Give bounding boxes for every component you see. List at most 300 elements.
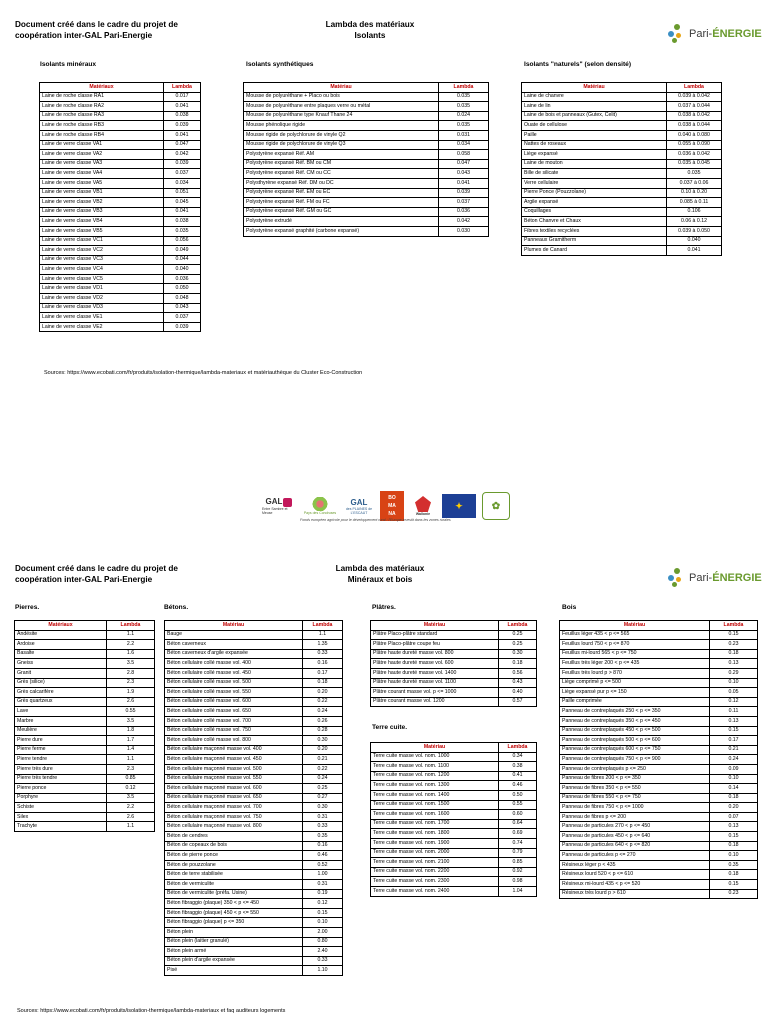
pari-energie-logo <box>668 24 762 44</box>
lambda-cell: 0.22 <box>303 697 343 707</box>
material-cell: Grès (silice) <box>15 678 107 688</box>
table-header-row <box>371 743 537 753</box>
material-cell: Mousse de polyuréthane entre plaques verre ou métal <box>244 102 439 112</box>
material-cell: Plâtre haute dureté masse vol. 800 <box>371 649 499 659</box>
eu-flag-logo <box>442 494 476 518</box>
material-cell: Laine de verre classe VA2 <box>40 150 164 160</box>
table-row <box>165 803 343 813</box>
material-cell: Béton Chanvre et Chaux <box>522 217 667 227</box>
lambda-cell: 0.035 <box>667 169 722 179</box>
table-row <box>522 130 722 140</box>
lambda-cell: 0.18 <box>710 793 758 803</box>
lambda-cell: 0.50 <box>499 790 537 800</box>
table-row <box>165 726 343 736</box>
lambda-cell: 2.8 <box>107 668 155 678</box>
eu-stars-icon: ✦ <box>455 500 463 511</box>
lambda-cell: 0.21 <box>303 755 343 765</box>
table-row <box>15 764 155 774</box>
lambda-cell: 0.25 <box>499 640 537 650</box>
lambda-cell: 0.24 <box>710 755 758 765</box>
page-title <box>300 20 440 41</box>
table-header-row <box>244 83 489 93</box>
table-row <box>165 688 343 698</box>
table-row <box>165 736 343 746</box>
lambda-cell: 0.13 <box>710 716 758 726</box>
table-row <box>371 819 537 829</box>
material-cell: Béton cellulaire maçonné masse vol. 650 <box>165 793 303 803</box>
material-cell: Béton fibraggio (plaque) p <= 350 <box>165 918 303 928</box>
table-row <box>560 822 758 832</box>
material-cell: Résineux léger p < 435 <box>560 860 710 870</box>
table-row <box>15 726 155 736</box>
table-row <box>15 707 155 717</box>
material-cell: Plâtre haute dureté masse vol. 600 <box>371 659 499 669</box>
table-row <box>15 803 155 813</box>
table-row <box>165 640 343 650</box>
table-row <box>165 668 343 678</box>
table-row <box>165 822 343 832</box>
lambda-cell: 1.10 <box>303 966 343 976</box>
lambda-cell: 0.055 à 0.090 <box>667 140 722 150</box>
section-title-pierres: Pierres. <box>15 604 40 611</box>
lambda-cell: 3.5 <box>107 716 155 726</box>
table-betons <box>164 620 343 976</box>
material-cell: Grès quartzeux <box>15 697 107 707</box>
material-cell: Terre cuite masse vol. nom. 1900 <box>371 838 499 848</box>
table-row <box>522 121 722 131</box>
lambda-cell: 0.18 <box>303 678 343 688</box>
table-row <box>560 716 758 726</box>
material-cell: Béton de terre stabilisée <box>165 870 303 880</box>
lambda-cell: 0.040 <box>667 236 722 246</box>
lambda-cell: 0.33 <box>303 822 343 832</box>
material-cell: Laine de verre classe VD1 <box>40 284 164 294</box>
lambda-cell: 0.85 <box>107 774 155 784</box>
table-row <box>244 150 489 160</box>
table-row <box>371 858 537 868</box>
table-row <box>560 774 758 784</box>
table-row <box>560 726 758 736</box>
lambda-cell: 2.6 <box>107 812 155 822</box>
material-cell: Laine de verre classe VC2 <box>40 246 164 256</box>
lambda-cell: 0.30 <box>303 736 343 746</box>
material-cell: Panneau de fibres 350 < p <= 550 <box>560 784 710 794</box>
table-row <box>371 697 537 707</box>
lambda-cell: 0.23 <box>710 640 758 650</box>
material-cell: Liège comprimé p <= 500 <box>560 678 710 688</box>
material-cell: Béton de vermiculite <box>165 880 303 890</box>
lambda-cell: 0.56 <box>499 668 537 678</box>
material-cell: Laine de verre classe VE1 <box>40 313 164 323</box>
material-cell: Panneau de particules p <= 270 <box>560 851 710 861</box>
table-row <box>40 130 201 140</box>
material-cell: Laine de chanvre <box>522 92 667 102</box>
column-header-lambda: Lambda <box>499 743 537 753</box>
lambda-cell: 0.034 <box>439 140 489 150</box>
table-row <box>371 659 537 669</box>
table-row <box>522 159 722 169</box>
material-cell: Feuillus léger 435 < p <= 565 <box>560 630 710 640</box>
material-cell: Résineux très lourd p > 610 <box>560 889 710 899</box>
table-row <box>244 140 489 150</box>
table-row <box>522 236 722 246</box>
lambda-cell: 0.55 <box>499 800 537 810</box>
table-row <box>165 697 343 707</box>
table-row <box>560 803 758 813</box>
lambda-cell: 0.06 à 0.12 <box>667 217 722 227</box>
lambda-cell: 0.048 <box>164 294 201 304</box>
table-row <box>15 678 155 688</box>
material-cell: Béton cellulaire maçonné masse vol. 750 <box>165 812 303 822</box>
table-row <box>40 217 201 227</box>
table-row <box>165 707 343 717</box>
table-row <box>15 649 155 659</box>
lambda-cell: 0.041 <box>164 102 201 112</box>
section-title-naturels: Isolants "naturels" (selon densité) <box>524 61 632 68</box>
lambda-cell: 0.74 <box>499 838 537 848</box>
material-cell: Laine de roche classe RB3 <box>40 121 164 131</box>
table-row <box>522 226 722 236</box>
material-cell: Terre cuite masse vol. nom. 2400 <box>371 886 499 896</box>
material-cell: Laine de verre classe VA1 <box>40 140 164 150</box>
material-cell: Béton cellulaire collé masse vol. 700 <box>165 716 303 726</box>
table-row <box>560 784 758 794</box>
page-title-page2 <box>310 564 450 585</box>
table-header-row <box>522 83 722 93</box>
lambda-cell: 3.5 <box>107 793 155 803</box>
material-cell: Béton cellulaire collé masse vol. 600 <box>165 697 303 707</box>
material-cell: Laine de roche classe RA3 <box>40 111 164 121</box>
table-row <box>165 908 343 918</box>
column-header-lambda: Lambda <box>303 621 343 631</box>
header-line: coopération inter-GAL Pari-Energie <box>15 574 153 584</box>
material-cell: Plâtre courant masse vol. p <= 1000 <box>371 688 499 698</box>
lambda-cell: 0.21 <box>710 745 758 755</box>
lambda-cell: 0.20 <box>303 745 343 755</box>
table-row <box>40 226 201 236</box>
material-cell: Liège expansé pur p <= 150 <box>560 688 710 698</box>
lambda-cell: 0.042 <box>439 217 489 227</box>
lambda-cell: 0.22 <box>303 764 343 774</box>
lambda-cell: 0.05 <box>710 688 758 698</box>
header-line: coopération inter-GAL Pari-Energie <box>15 30 153 40</box>
table-pierres <box>14 620 155 832</box>
material-cell: Résineux lourd 520 < p <= 610 <box>560 870 710 880</box>
material-cell: Laine de verre classe VC5 <box>40 274 164 284</box>
table-row <box>371 771 537 781</box>
lambda-cell: 0.15 <box>710 880 758 890</box>
logo-text: Pari-ÉNERGIE <box>689 572 762 584</box>
lambda-cell: 1.8 <box>107 726 155 736</box>
material-cell: Ardoise <box>15 640 107 650</box>
table-row <box>40 150 201 160</box>
material-cell: Terre cuite masse vol. nom. 1700 <box>371 819 499 829</box>
table-row <box>40 169 201 179</box>
table-row <box>40 198 201 208</box>
material-cell: Polystyrène expansé Réf. FM ou FC <box>244 198 439 208</box>
material-cell: Mousse rigide de polychlorure de vinyle Q2 <box>244 130 439 140</box>
table-row <box>371 848 537 858</box>
material-cell: Porphyre <box>15 793 107 803</box>
lambda-cell: 1.1 <box>107 630 155 640</box>
material-cell: Béton cellulaire collé masse vol. 400 <box>165 659 303 669</box>
material-cell: Terre cuite masse vol. nom. 1500 <box>371 800 499 810</box>
material-cell: Panneau de particules 640 < p <= 820 <box>560 841 710 851</box>
material-cell: Plâtre haute dureté masse vol. 1400 <box>371 668 499 678</box>
lambda-cell: 0.040 à 0.080 <box>667 130 722 140</box>
lambda-cell: 0.037 à 0.06 <box>667 178 722 188</box>
material-cell: Plumes de Canard <box>522 246 667 256</box>
material-cell: Laine de verre classe VA5 <box>40 178 164 188</box>
table-row <box>40 111 201 121</box>
lambda-cell: 0.039 <box>164 121 201 131</box>
table-row <box>165 937 343 947</box>
material-cell: Laine de lin <box>522 102 667 112</box>
table-row <box>165 947 343 957</box>
lambda-cell: 0.039 à 0.050 <box>667 226 722 236</box>
table-row <box>165 832 343 842</box>
column-header-material: Matériau <box>522 83 667 93</box>
lambda-cell: 0.28 <box>303 726 343 736</box>
lambda-cell: 0.10 <box>710 678 758 688</box>
material-cell: Polystyrène extrudé <box>244 217 439 227</box>
material-cell: Terre cuite masse vol. nom. 1300 <box>371 781 499 791</box>
material-cell: Paille <box>522 130 667 140</box>
material-cell: Béton caverneux d'argile expansée <box>165 649 303 659</box>
table-row <box>560 697 758 707</box>
lambda-cell: 0.038 <box>164 217 201 227</box>
material-cell: Béton de vermiculite (préfa. Usine) <box>165 889 303 899</box>
lambda-cell: 1.1 <box>107 822 155 832</box>
table-row <box>165 956 343 966</box>
lambda-cell: 2.2 <box>107 803 155 813</box>
title-line: Lambda des matériaux <box>325 20 415 29</box>
table-row <box>15 812 155 822</box>
table-row <box>560 793 758 803</box>
table-row <box>522 217 722 227</box>
table-row <box>560 649 758 659</box>
table-row <box>165 889 343 899</box>
lambda-cell: 0.041 <box>667 246 722 256</box>
table-row <box>560 707 758 717</box>
table-row <box>371 877 537 887</box>
table-row <box>15 793 155 803</box>
table-row <box>165 870 343 880</box>
table-row <box>15 774 155 784</box>
table-row <box>522 169 722 179</box>
lambda-cell: 0.049 <box>164 246 201 256</box>
material-cell: Pierre ferme <box>15 745 107 755</box>
material-cell: Mousse phénolique rigide <box>244 121 439 131</box>
lambda-cell: 0.16 <box>303 841 343 851</box>
material-cell: Polystyrène expansé Réf. EM ou EC <box>244 188 439 198</box>
table-row <box>40 178 201 188</box>
material-cell: Terre cuite masse vol. nom. 1400 <box>371 790 499 800</box>
material-cell: Panneaux Gramitherm <box>522 236 667 246</box>
material-cell: Laine de verre classe VB5 <box>40 226 164 236</box>
material-cell: Mousse rigide de polychlorure de vinyle Q3 <box>244 140 439 150</box>
material-cell: Terre cuite masse vol. nom. 1800 <box>371 829 499 839</box>
material-cell: Laine de verre classe VD2 <box>40 294 164 304</box>
table-row <box>244 111 489 121</box>
column-header-lambda: Lambda <box>499 621 537 631</box>
material-cell: Basalte <box>15 649 107 659</box>
material-cell: Panneau de contreplaqués 500 < p <= 600 <box>560 736 710 746</box>
column-header-lambda: Lambda <box>164 83 201 93</box>
lambda-cell: 0.31 <box>303 880 343 890</box>
lambda-cell: 0.037 <box>164 313 201 323</box>
lambda-cell: 0.041 <box>439 178 489 188</box>
table-row <box>40 303 201 313</box>
lambda-cell: 0.15 <box>710 726 758 736</box>
table-row <box>560 851 758 861</box>
table-row <box>15 640 155 650</box>
table-row <box>371 688 537 698</box>
table-row <box>15 784 155 794</box>
table-row <box>165 764 343 774</box>
table-row <box>371 668 537 678</box>
lambda-cell: 0.25 <box>303 784 343 794</box>
lambda-cell: 0.92 <box>499 867 537 877</box>
material-cell: Panneau de fibres 200 < p <= 350 <box>560 774 710 784</box>
lambda-cell: 0.047 <box>439 159 489 169</box>
lambda-cell: 0.18 <box>710 841 758 851</box>
lambda-cell: 0.058 <box>439 150 489 160</box>
lambda-cell: 0.07 <box>710 812 758 822</box>
lambda-cell: 0.17 <box>710 736 758 746</box>
table-row <box>165 793 343 803</box>
lambda-cell: 0.60 <box>499 810 537 820</box>
table-row <box>560 736 758 746</box>
table-row <box>560 860 758 870</box>
table-row <box>560 755 758 765</box>
material-cell: Silex <box>15 812 107 822</box>
table-row <box>15 736 155 746</box>
material-cell: Verre cellulaire <box>522 178 667 188</box>
material-cell: Laine de verre classe VB4 <box>40 217 164 227</box>
material-cell: Pisé <box>165 966 303 976</box>
section-title-bois: Bois <box>562 604 577 611</box>
lambda-cell: 0.12 <box>303 899 343 909</box>
material-cell: Laine de verre classe VD3 <box>40 303 164 313</box>
lambda-cell: 0.15 <box>303 908 343 918</box>
header-line: Document créé dans le cadre du projet de <box>15 564 178 573</box>
table-row <box>165 851 343 861</box>
pari-energie-logo <box>668 568 762 588</box>
table-row <box>560 880 758 890</box>
table-row <box>522 188 722 198</box>
material-cell: Schiste <box>15 803 107 813</box>
lambda-cell: 0.18 <box>710 870 758 880</box>
material-cell: Pierre ponce <box>15 784 107 794</box>
header-left <box>15 20 178 41</box>
column-header-lambda: Lambda <box>667 83 722 93</box>
lambda-cell: 0.10 <box>710 851 758 861</box>
table-row <box>40 102 201 112</box>
lambda-cell: 0.23 <box>710 889 758 899</box>
table-row <box>165 860 343 870</box>
lambda-cell: 2.6 <box>107 697 155 707</box>
lambda-cell: 0.80 <box>303 937 343 947</box>
table-row <box>15 822 155 832</box>
table-row <box>560 688 758 698</box>
table-row <box>522 102 722 112</box>
lambda-cell: 0.26 <box>303 716 343 726</box>
table-row <box>560 668 758 678</box>
table-row <box>560 889 758 899</box>
gal-sambre-logo: GAL Entre Sambre et Meuse <box>262 491 296 521</box>
material-cell: Plâtre courant masse vol. 1200 <box>371 697 499 707</box>
table-row <box>522 140 722 150</box>
lambda-cell: 0.047 <box>164 140 201 150</box>
table-row <box>165 755 343 765</box>
material-cell: Pierre dure <box>15 736 107 746</box>
column-header-material: Matériau <box>560 621 710 631</box>
material-cell: Panneau de contreplaqués p <= 250 <box>560 764 710 774</box>
lambda-cell: 0.036 à 0.042 <box>667 150 722 160</box>
table-row <box>560 870 758 880</box>
table-row <box>15 659 155 669</box>
wallonie-logo: Wallonie <box>410 491 436 521</box>
material-cell: Béton cellulaire maçonné masse vol. 450 <box>165 755 303 765</box>
table-row <box>244 130 489 140</box>
material-cell: Terre cuite masse vol. nom. 1000 <box>371 752 499 762</box>
bomana-logo: BO MA NA <box>380 491 404 521</box>
sources-page2: Sources: https://www.ecobati.com/fr/produits/isolation-thermique/lambda-materiaux et faq auditeurs logements <box>17 1008 286 1014</box>
lambda-cell: 0.041 <box>164 130 201 140</box>
table-row <box>165 716 343 726</box>
table-row <box>40 322 201 332</box>
table-row <box>165 630 343 640</box>
material-cell: Laine de verre classe VB3 <box>40 207 164 217</box>
table-isolants-naturels <box>521 82 722 256</box>
lambda-cell: 0.042 <box>164 150 201 160</box>
lambda-cell: 0.041 <box>164 207 201 217</box>
lambda-cell: 0.18 <box>710 649 758 659</box>
material-cell: Béton cellulaire collé masse vol. 550 <box>165 688 303 698</box>
table-row <box>560 640 758 650</box>
material-cell: Polystyrène expansé Réf. GM ou GC <box>244 207 439 217</box>
table-row <box>522 111 722 121</box>
material-cell: Béton fibraggio (plaque) 350 < p <= 450 <box>165 899 303 909</box>
lambda-cell: 0.043 <box>439 169 489 179</box>
table-row <box>165 880 343 890</box>
table-row <box>522 92 722 102</box>
lambda-cell: 0.050 <box>164 284 201 294</box>
table-row <box>244 178 489 188</box>
material-cell: Laine de verre classe VA3 <box>40 159 164 169</box>
table-row <box>371 678 537 688</box>
lambda-cell: 0.044 <box>164 255 201 265</box>
lambda-cell: 0.017 <box>164 92 201 102</box>
title-line: Isolants <box>354 30 386 40</box>
table-row <box>371 829 537 839</box>
section-title-betons: Bétons. <box>164 604 189 611</box>
lambda-cell: 0.038 à 0.044 <box>667 121 722 131</box>
lambda-cell: 0.24 <box>303 774 343 784</box>
section-title-mineraux: Isolants minéraux <box>40 61 97 68</box>
table-row <box>165 899 343 909</box>
lambda-cell: 1.35 <box>303 640 343 650</box>
lambda-cell: 1.4 <box>107 745 155 755</box>
table-row <box>371 800 537 810</box>
table-row <box>165 966 343 976</box>
table-row <box>371 810 537 820</box>
table-row <box>165 841 343 851</box>
lambda-cell: 0.18 <box>499 659 537 669</box>
material-cell: Polystyrène expansé Réf. CM ou CC <box>244 169 439 179</box>
lambda-cell: 0.34 <box>499 752 537 762</box>
